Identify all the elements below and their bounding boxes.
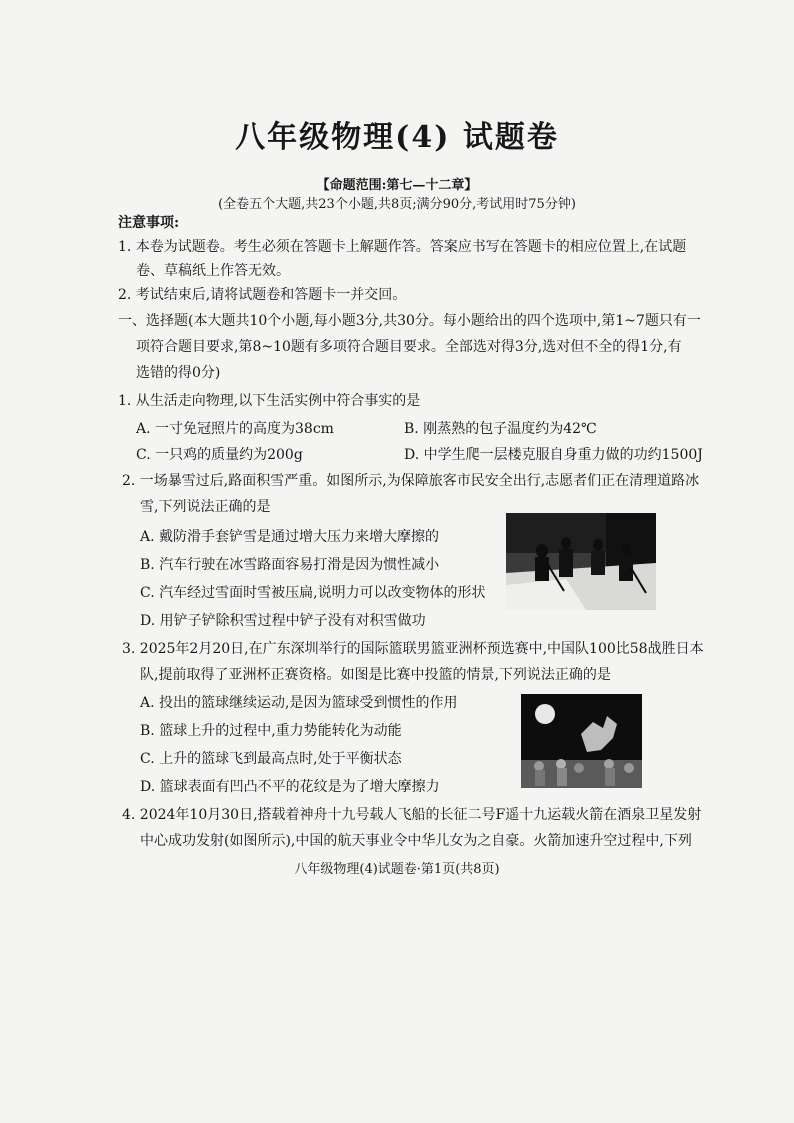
q3-option-c: C. 上升的篮球飞到最高点时,处于平衡状态 xyxy=(140,751,402,767)
q2-option-d: D. 用铲子铲除积雪过程中铲子没有对积雪做功 xyxy=(140,613,426,629)
notes-item-1: 1. 本卷为试题卷。考生必须在答题卡上解题作答。答案应书写在答题卡的相应位置上,在试题 xyxy=(118,239,687,255)
section1-intro: 一、选择题(本大题共10个小题,每小题3分,共30分。每小题给出的四个选项中,第1~7题只有一 xyxy=(118,313,701,329)
q4-stem: 4. 2024年10月30日,搭载着神舟十九号载人飞船的长征二号F遥十九运载火箭在酒泉卫星发射 xyxy=(122,807,702,823)
q1-option-b: B. 刚蒸熟的包子温度约为42℃ xyxy=(404,421,597,437)
page-title: 八年级物理(4) 试题卷 xyxy=(235,120,559,155)
section1-intro-cont: 项符合题目要求,第8~10题有多项符合题目要求。全部选对得3分,选对但不全的得1分,有 xyxy=(136,339,682,355)
notes-heading: 注意事项: xyxy=(118,215,180,231)
snow-clearing-photo xyxy=(506,513,656,610)
page-footer: 八年级物理(4)试题卷·第1页(共8页) xyxy=(294,862,500,877)
q2-option-a: A. 戴防滑手套铲雪是通过增大压力来增大摩擦的 xyxy=(140,529,440,545)
notes-item-2: 2. 考试结束后,请将试题卷和答题卡一并交回。 xyxy=(118,287,407,303)
q2-stem-cont: 雪,下列说法正确的是 xyxy=(140,499,271,515)
q3-option-b: B. 篮球上升的过程中,重力势能转化为动能 xyxy=(140,723,402,739)
q2-option-b: B. 汽车行驶在冰雪路面容易打滑是因为惯性减小 xyxy=(140,557,440,573)
q4-stem-cont: 中心成功发射(如图所示),中国的航天事业令中华儿女为之自豪。火箭加速升空过程中,下列 xyxy=(140,833,692,849)
exam-range: 【命题范围:第七—十二章】 xyxy=(316,178,478,193)
q3-option-a: A. 投出的篮球继续运动,是因为篮球受到惯性的作用 xyxy=(140,695,458,711)
q1-option-a: A. 一寸免冠照片的高度为38cm xyxy=(136,421,334,437)
basketball-photo xyxy=(521,694,642,788)
q3-stem-cont: 队,提前取得了亚洲杯正赛资格。如图是比赛中投篮的情景,下列说法正确的是 xyxy=(140,667,611,683)
q3-stem: 3. 2025年2月20日,在广东深圳举行的国际篮联男篮亚洲杯预选赛中,中国队100比58战胜日本 xyxy=(122,641,704,657)
q1-stem: 1. 从生活走向物理,以下生活实例中符合事实的是 xyxy=(118,393,421,409)
q3-option-d: D. 篮球表面有凹凸不平的花纹是为了增大摩擦力 xyxy=(140,779,440,795)
q1-option-c: C. 一只鸡的质量约为200g xyxy=(136,447,303,463)
exam-info: (全卷五个大题,共23个小题,共8页;满分90分,考试用时75分钟) xyxy=(218,197,576,212)
q2-option-c: C. 汽车经过雪面时雪被压扁,说明力可以改变物体的形状 xyxy=(140,585,486,601)
notes-item-1-cont: 卷、草稿纸上作答无效。 xyxy=(136,263,290,279)
section1-intro-end: 选错的得0分) xyxy=(136,365,221,381)
q2-stem: 2. 一场暴雪过后,路面积雪严重。如图所示,为保障旅客市民安全出行,志愿者们正在清理道路冰 xyxy=(122,473,700,489)
q1-option-d: D. 中学生爬一层楼克服自身重力做的功约1500J xyxy=(404,447,703,463)
